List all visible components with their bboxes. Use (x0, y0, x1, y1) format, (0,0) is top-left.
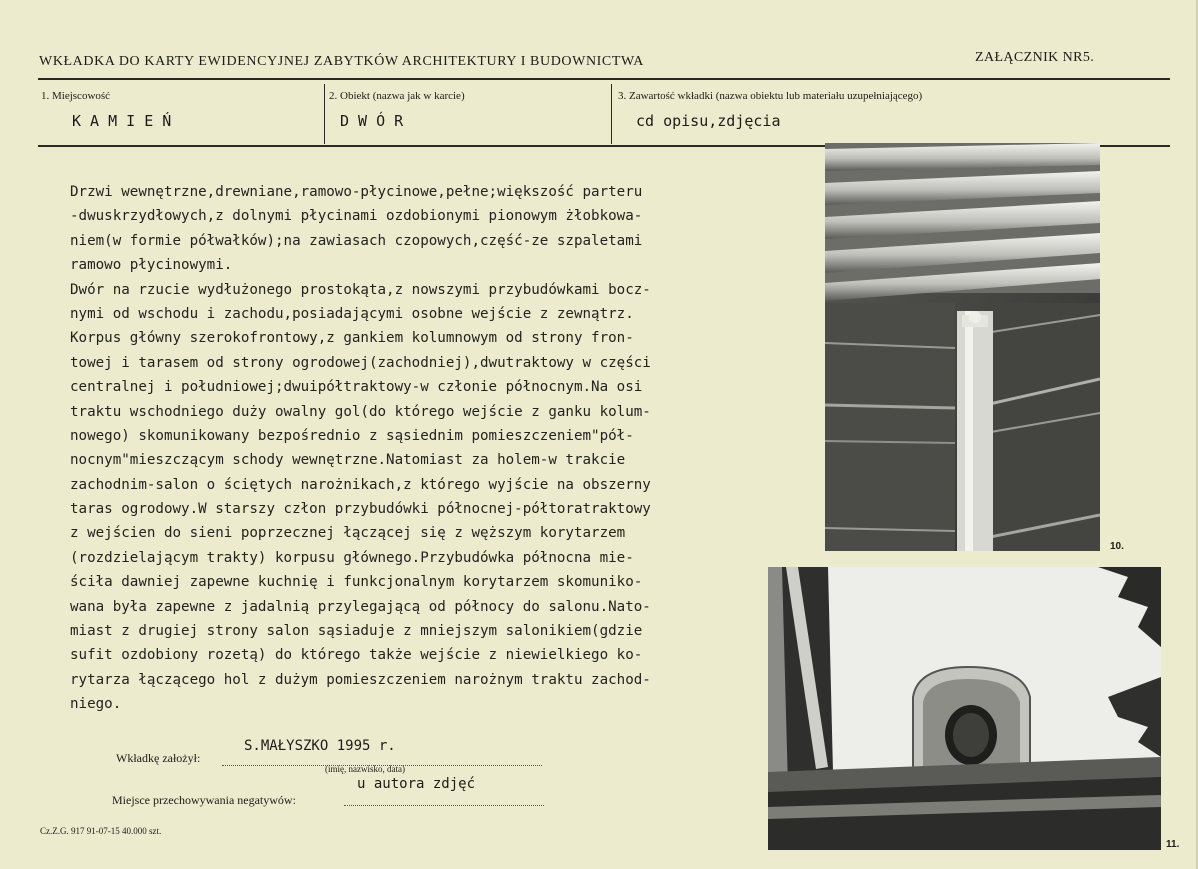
created-by-label: Wkładkę założył: (116, 751, 201, 765)
object-value: D W Ó R (340, 112, 404, 130)
text-line: centralnej i południowej;dwuipółtraktowy-w członie północnym.Na osi (70, 379, 643, 396)
text-line: z wejścien do sieni poprzecznej łączącej się z węższym korytarzem (70, 525, 626, 542)
text-line: (rozdzielającym trakty) korpusu głównego.Przybudówka północna mie- (70, 549, 634, 566)
annex-number: ZAŁĄCZNIK NR5. (975, 50, 1095, 65)
created-by-value: S.MAŁYSZKO 1995 r. (244, 738, 396, 754)
text-line: Korpus główny szerokofrontowy,z gankiem kolumnowym od strony fron- (70, 330, 634, 347)
text-line: niego. (70, 696, 122, 713)
print-code: Cz.Z.G. 917 91-07-15 40.000 szt. (40, 826, 162, 836)
storage-value: u autora zdjęć (357, 776, 476, 792)
storage-line (344, 805, 544, 806)
created-by-hint: (imię, nazwisko, data) (325, 764, 405, 774)
text-line: Drzwi wewnętrzne,drewniane,ramowo-płycinowe,pełne;większość parteru (70, 184, 643, 200)
text-line: nowego) skomunikowany bezpośrednio z sąsiednim pomieszczeniem"pół- (70, 427, 634, 444)
photo-number-1: 10. (1110, 541, 1124, 552)
form-title: WKŁADKA DO KARTY EWIDENCYJNEJ ZABYTKÓW ARCHITEKTURY I BUDOWNICTWA (39, 54, 644, 69)
description-text (70, 180, 770, 717)
text-line: towej i tarasem od strony ogrodowej(zachodniej),dwutraktowy w części (70, 354, 651, 371)
text-line: sufit ozdobiony rozetą) do którego także wejście z niewielkiego ko- (70, 647, 643, 664)
locality-label: 1. Miejscowość (41, 90, 111, 102)
contents-value: cd opisu,zdjęcia (636, 112, 781, 130)
photo-number-2: 11. (1166, 839, 1180, 850)
text-line: rytarza łączącego hol z dużym pomieszczeniem narożnym traktu zachod- (70, 671, 651, 688)
field-divider-2 (611, 84, 612, 144)
text-line: nocnym"mieszczącym schody wewnętrzne.Natomiast za holem-w trakcie (70, 452, 626, 469)
text-line: ściła dawniej zapewne kuchnię i funkcjonalnym korytarzem skomuniko- (70, 574, 643, 591)
dormer-illustration (768, 567, 1161, 850)
text-line: taras ogrodowy.W starszy człon przybudówki północnej-półtoratraktowy (70, 501, 651, 518)
text-line: nymi od wschodu i zachodu,posiadającymi osobne wejście z zewnątrz. (70, 305, 634, 322)
contents-label: 3. Zawartość wkładki (nazwa obiektu lub materiału uzupełniającego) (618, 90, 923, 102)
text-line: Dwór na rzucie wydłużonego prostokąta,z nowszymi przybudówkami bocz- (70, 281, 651, 298)
text-line: niem(w formie półwałków);na zawiasach czopowych,część-ze szpaletami (70, 232, 643, 249)
photo-shutters (825, 143, 1100, 551)
object-label: 2. Obiekt (nazwa jak w karcie) (329, 90, 465, 102)
text-line: -dwuskrzydłowych,z dolnymi płycinami ozdobionymi pionowym żłobkowa- (70, 208, 643, 225)
locality-value: K A M I E Ń (72, 112, 172, 130)
storage-label: Miejsce przechowywania negatywów: (112, 793, 296, 807)
text-line: miast z drugiej strony salon sąsiaduje z mniejszym salonikiem(gdzie (70, 623, 643, 640)
text-line: wana była zapewne z jadalnią przylegającą od północy do salonu.Nato- (70, 598, 651, 615)
header-top-rule (38, 78, 1170, 80)
field-divider-1 (324, 84, 325, 144)
photo-dormer (768, 567, 1161, 850)
text-line: zachodnim-salon o ściętych narożnikach,z którego wyjście na obszerny (70, 476, 651, 493)
text-line: traktu wschodniego duży owalny gol(do którego wejście z ganku kolum- (70, 403, 651, 420)
text-line: ramowo płycinowymi. (70, 257, 233, 274)
shutters-illustration (825, 143, 1100, 551)
